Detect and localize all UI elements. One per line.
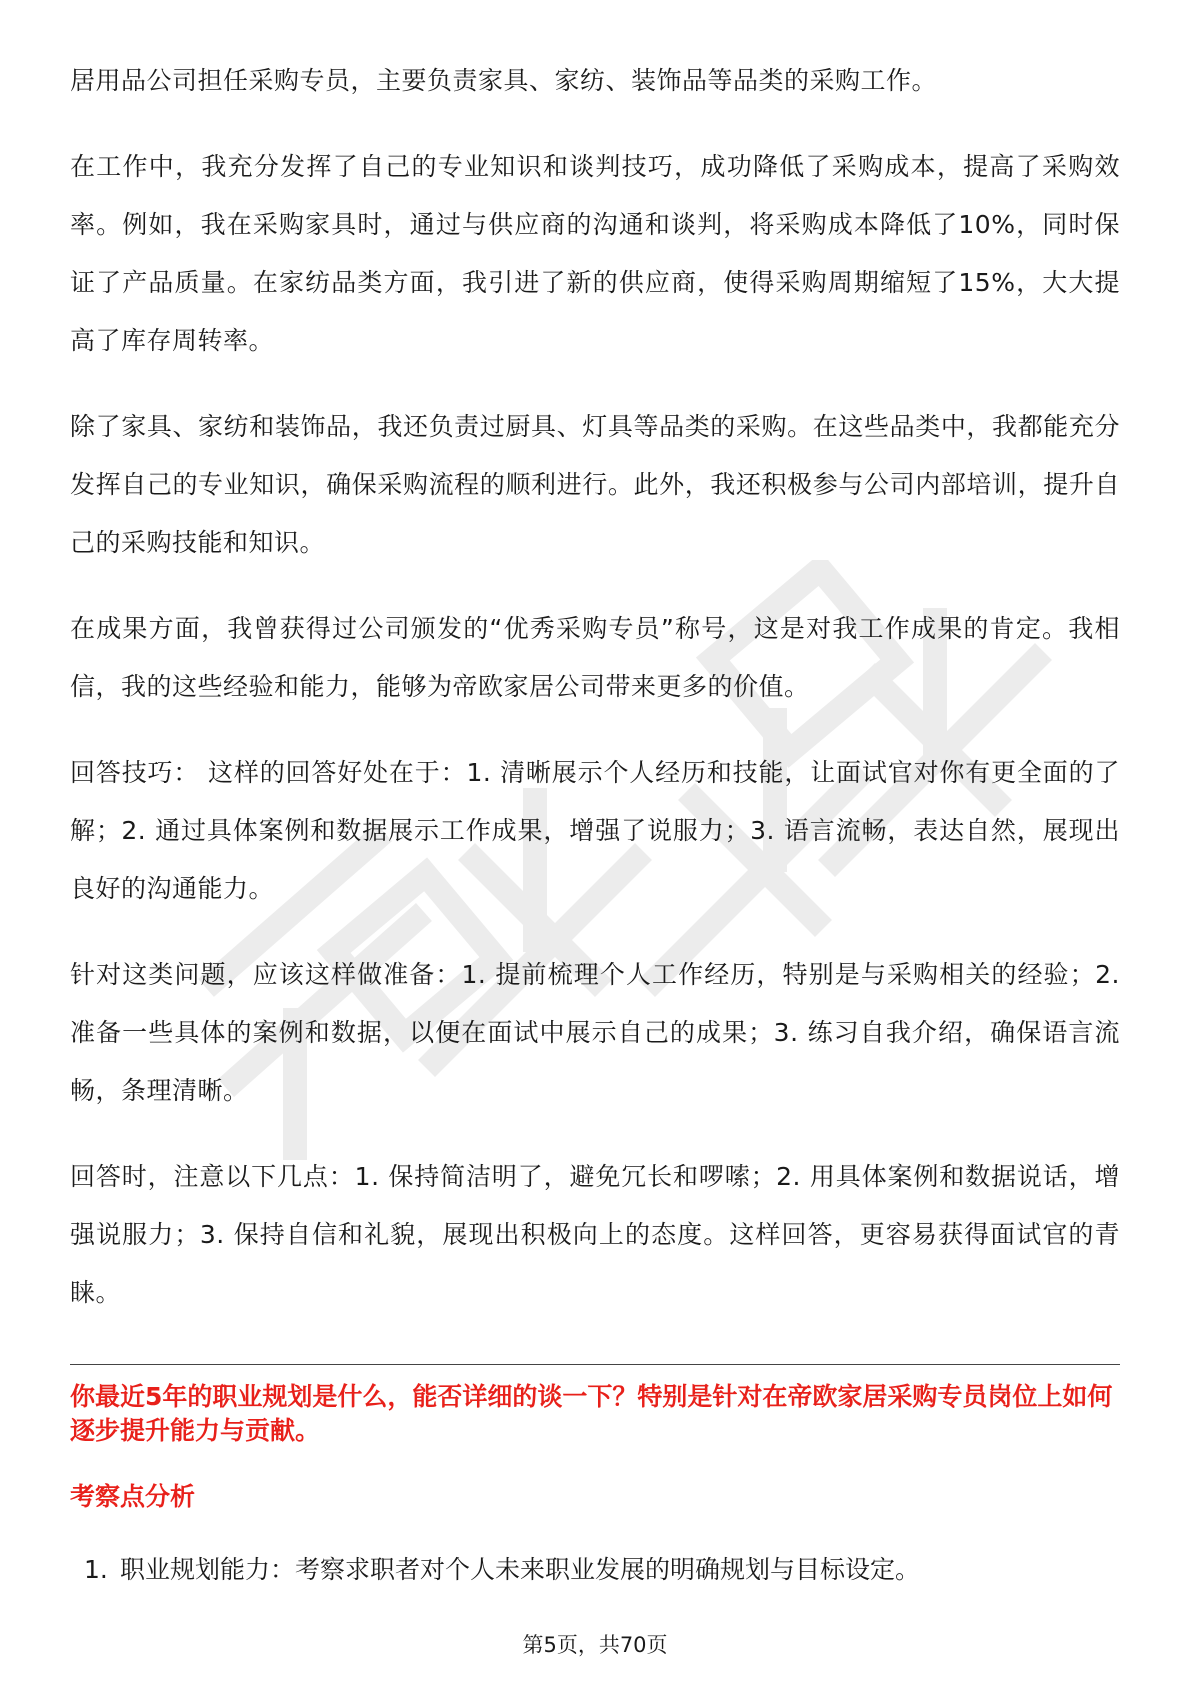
paragraph-achievements: 在工作中，我充分发挥了自己的专业知识和谈判技巧，成功降低了采购成本，提高了采购效率。例如，我在采购家具时，通过与供应商的沟通和谈判，将采购成本降低了10%，同时保证了产品质量。在家纺品类方面，我引进了新的供应商，使得采购周期缩短了15%，大大提高了库存周转率。 [70, 152, 1120, 355]
paragraph-results: 在成果方面，我曾获得过公司颁发的“优秀采购专员”称号，这是对我工作成果的肯定。我相信，我的这些经验和能力，能够为帝欧家居公司带来更多的价值。 [70, 614, 1120, 701]
paragraph-answer-tips: 回答技巧： 这样的回答好处在于：1. 清晰展示个人经历和技能，让面试官对你有更全面的了解；2. 通过具体案例和数据展示工作成果，增强了说服力；3. 语言流畅，表达自然，展现出良好的沟通能力。 [70, 758, 1120, 903]
paragraph-other-categories: 除了家具、家纺和装饰品，我还负责过厨具、灯具等品类的采购。在这些品类中，我都能充分发挥自己的专业知识，确保采购流程的顺利进行。此外，我还积极参与公司内部培训，提升自己的采购技能和知识。 [70, 412, 1120, 557]
answer-body [70, 52, 1120, 1350]
list-item [84, 1550, 1114, 1590]
analysis-list [84, 1550, 1114, 1590]
list-item-text: 职业规划能力：考察求职者对个人未来职业发展的明确规划与目标设定。 [120, 1555, 921, 1584]
section-divider [70, 1364, 1120, 1365]
paragraph-experience-intro: 居用品公司担任采购专员，主要负责家具、家纺、装饰品等品类的采购工作。 [70, 66, 938, 95]
page-number: 第5页，共70页 [522, 1633, 668, 1657]
list-item-number: 1. [84, 1555, 108, 1584]
paragraph-answer-notes: 回答时，注意以下几点：1. 保持简洁明了，避免冗长和啰嗦；2. 用具体案例和数据说话，增强说服力；3. 保持自信和礼貌，展现出积极向上的态度。这样回答，更容易获得面试官的青睐。 [70, 1162, 1120, 1307]
paragraph-preparation: 针对这类问题，应该这样做准备：1. 提前梳理个人工作经历，特别是与采购相关的经验；2. 准备一些具体的案例和数据，以便在面试中展示自己的成果；3. 练习自我介绍，确保语言流畅，条理清晰。 [70, 960, 1120, 1105]
question-title: 你最近5年的职业规划是什么，能否详细的谈一下？特别是针对在帝欧家居采购专员岗位上如何逐步提升能力与贡献。 [70, 1382, 1113, 1445]
section-heading-analysis: 考察点分析 [70, 1482, 196, 1511]
